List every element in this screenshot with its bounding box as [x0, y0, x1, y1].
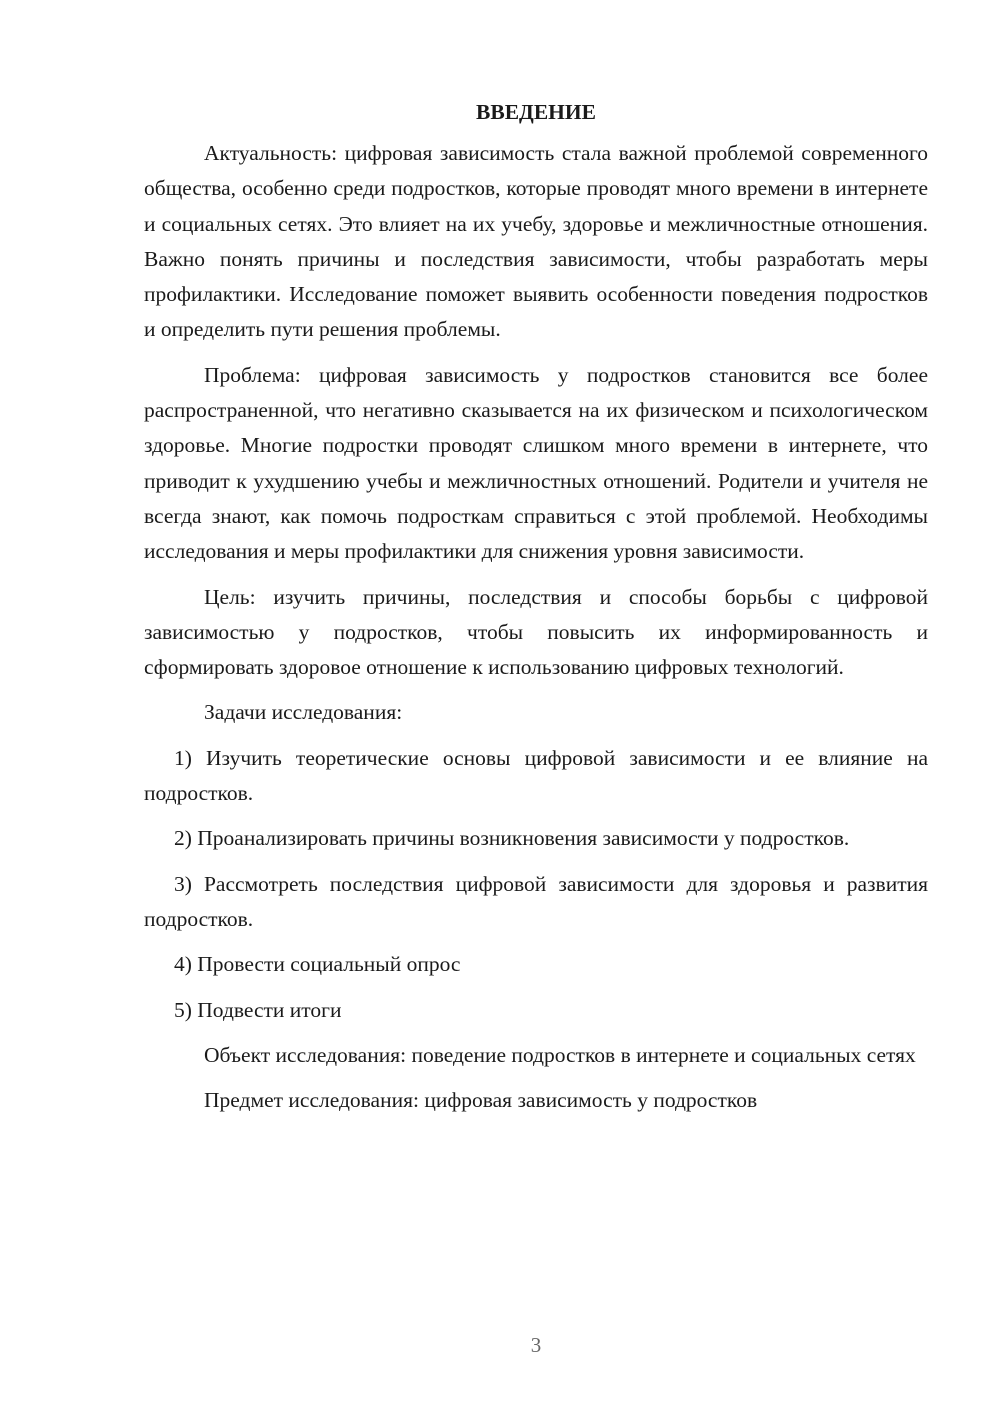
- task-item-5: 5) Подвести итоги: [174, 997, 342, 1022]
- tasks-heading: Задачи исследования:: [204, 700, 403, 725]
- goal-paragraph: Цель: изучить причины, последствия и способы борьбы с цифровой зависимостью у подростков, чтобы повысить их информированность и сформировать здоровое отношение к использованию цифровых технологий.: [144, 584, 928, 680]
- relevance-paragraph: Актуальность: цифровая зависимость стала важной проблемой современного общества, особенно среди подростков, которые проводят много времени в интернете и социальных сетях. Это влияет на их учебу, здоровье и межличностные отношения. Важно понять причины и последствия зависимости, чтобы разработать меры профилактики. Исследование поможет выявить особенности поведения подростков и определить пути решения проблемы.: [144, 141, 928, 342]
- task-item-2: 2) Проанализировать причины возникновения зависимости у подростков.: [174, 826, 850, 851]
- task-item-1: 1) Изучить теоретические основы цифровой зависимости и ее влияние на подростков.: [144, 745, 928, 806]
- page-number: 3: [530, 1333, 542, 1357]
- problem-paragraph: Проблема: цифровая зависимость у подростков становится все более распространенной, что негативно сказывается на их физическом и психологическом здоровье. Многие подростки проводят слишком много времени в интернете, что приводит к ухудшению учебы и межличностных отношений. Родители и учителя не всегда знают, как помочь подросткам справиться с этой проблемой. Необходимы исследования и меры профилактики для снижения уровня зависимости.: [144, 362, 928, 564]
- page-content: [144, 92, 928, 1128]
- task-item-3: 3) Рассмотреть последствия цифровой зависимости для здоровья и развития подростков.: [144, 871, 928, 931]
- page-title: ВВЕДЕНИЕ: [476, 100, 596, 124]
- object-paragraph: Объект исследования: поведение подростков в интернете и социальных сетях: [204, 1042, 916, 1067]
- task-item-4: 4) Провести социальный опрос: [174, 952, 461, 977]
- subject-paragraph: Предмет исследования: цифровая зависимость у подростков: [204, 1088, 758, 1113]
